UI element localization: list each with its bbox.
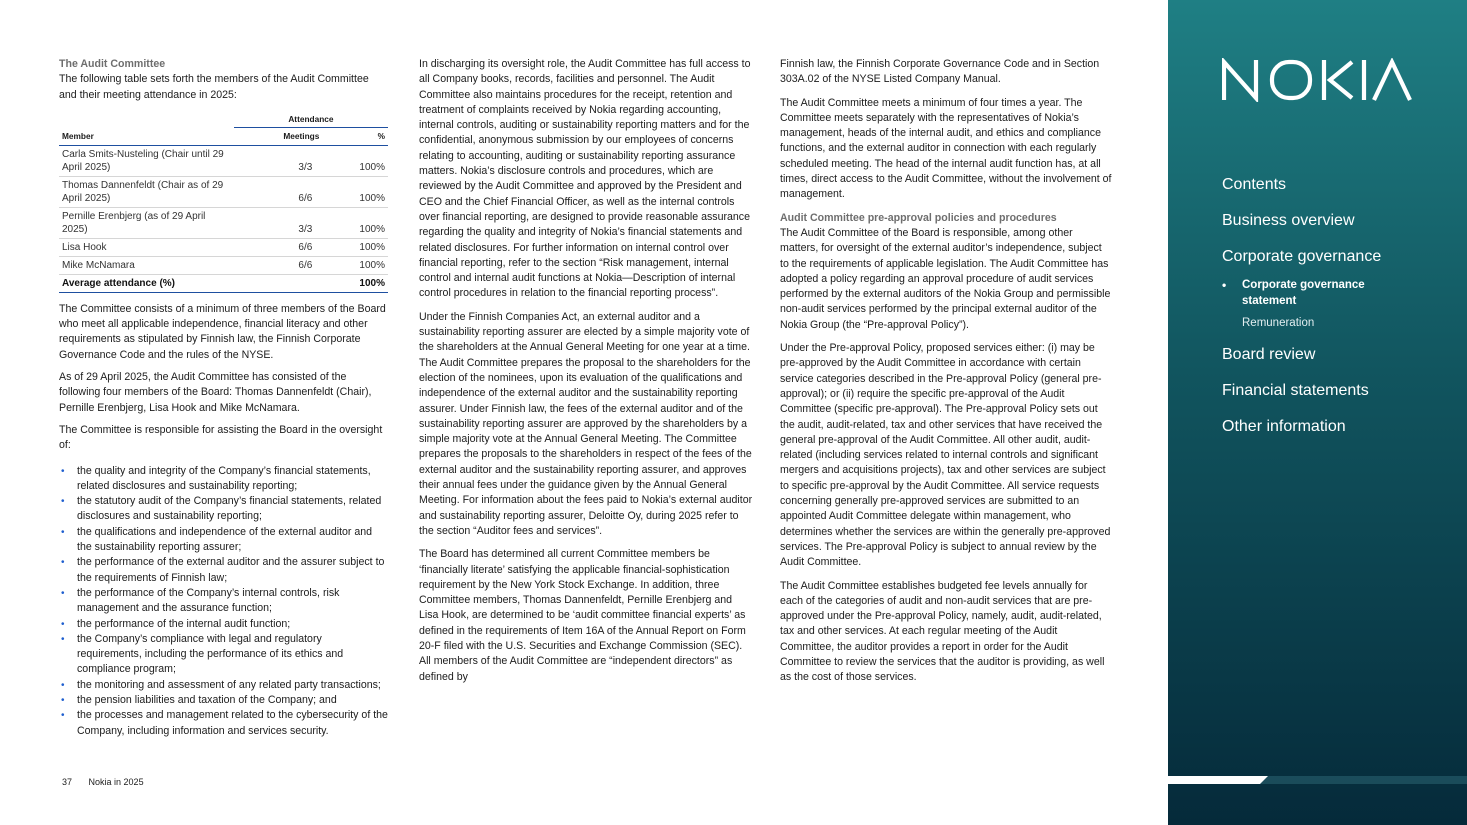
list-item: • the performance of the Company’s internal controls, risk management and the assurance function; bbox=[61, 586, 340, 615]
table-row bbox=[59, 176, 388, 207]
attendance-group-header: Attendance bbox=[234, 111, 388, 128]
nokia-logo-icon bbox=[1222, 58, 1412, 102]
table-intro: The following table sets forth the members of the Audit Committee and their meeting attendance in 2025: bbox=[59, 73, 369, 101]
bullet-icon: • bbox=[61, 587, 65, 599]
column-middle bbox=[419, 57, 754, 693]
progress-stripe bbox=[1168, 776, 1467, 784]
list-item: • the quality and integrity of the Company’s financial statements, related disclosures and sustainability reporting; bbox=[61, 464, 371, 492]
list-item: • the statutory audit of the Company’s financial statements, related disclosures and sustainability reporting; bbox=[61, 495, 382, 523]
paragraph: The Audit Committee meets a minimum of four times a year. The Committee meets separately with the representatives of Nokia’s management, heads of the internal audit, and ethics and compliance functions, and the external auditor in connection with each regularly scheduled meeting. The head of the internal audit function has, at all times, direct access to the Audit Committee, without the involvement of management. bbox=[780, 96, 1112, 201]
member-name: Mike McNamara bbox=[59, 256, 234, 274]
page-footer bbox=[62, 777, 144, 787]
meetings-value: 3/3 bbox=[234, 207, 323, 238]
percent-value: 100% bbox=[322, 207, 388, 238]
average-row bbox=[59, 274, 388, 292]
bullet-icon: • bbox=[61, 633, 65, 645]
sidebar-nav bbox=[1222, 175, 1392, 453]
bullet-icon: • bbox=[61, 557, 65, 569]
nav-corporate-governance[interactable]: Corporate governance bbox=[1222, 248, 1382, 265]
bullet-icon: • bbox=[61, 695, 65, 707]
bullet-icon: • bbox=[61, 496, 65, 508]
paragraph: Finnish law, the Finnish Corporate Governance Code and in Section 303A.02 of the NYSE Listed Company Manual. bbox=[780, 58, 1100, 86]
sidebar bbox=[1168, 0, 1467, 825]
nav-financial-statements[interactable]: Financial statements bbox=[1222, 382, 1369, 399]
document-title: Nokia in 2025 bbox=[88, 777, 144, 787]
nav-other-information[interactable]: Other information bbox=[1222, 418, 1346, 435]
nav-board-review[interactable]: Board review bbox=[1222, 346, 1316, 363]
average-label: Average attendance (%) bbox=[59, 274, 234, 292]
percent-value: 100% bbox=[322, 256, 388, 274]
nokia-logo[interactable] bbox=[1222, 58, 1412, 107]
percent-value: 100% bbox=[322, 145, 388, 176]
list-item: • the Company’s compliance with legal and regulatory requirements, including the performance of its ethics and compliance program; bbox=[61, 632, 344, 676]
attendance-table bbox=[59, 111, 388, 293]
nav-remuneration[interactable]: Remuneration bbox=[1242, 317, 1315, 329]
member-name: Carla Smits-Nusteling (Chair until 29 April 2025) bbox=[59, 145, 234, 176]
paragraph: The Committee consists of a minimum of three members of the Board who meet all applicable independence, financial literacy and other requirements as stipulated by Finnish law, the Finnish Corporate Governance Code and the rules of the NYSE. bbox=[59, 302, 386, 361]
nav-business-overview[interactable]: Business overview bbox=[1222, 212, 1355, 229]
paragraph: The Board has determined all current Committee members be ‘financially literate’ satisfying the applicable financial-sophistication requirement by the New York Stock Exchange. In addition, three Committee members, Thomas Dannenfeldt, Pernille Erenbjerg and Lisa Hook, are determined to be ‘audit committee financial experts’ as defined in the requirements of Item 16A of the Annual Report on Form 20-F filed with the U.S. Securities and Exchange Commission (SEC). All members of the Audit Committee are “independent directors” as defined by bbox=[419, 548, 746, 683]
section-heading: The Audit Committee bbox=[59, 58, 166, 70]
paragraph: The Audit Committee establishes budgeted fee levels annually for each of the categories of audit and non-audit services that are pre-approved under the Pre-approval Policy, namely, audit, audit-related, tax and other services. At each regular meeting of the Audit Committee, the auditor provides a report in order for the Audit Committee to review the services that the auditor is providing, as well as the cost of those services. bbox=[780, 579, 1105, 684]
meetings-column-header: Meetings bbox=[234, 127, 323, 145]
paragraph: Under the Finnish Companies Act, an external auditor and a sustainability reporting assurer are elected by a simple majority vote of the shareholders at the Annual General Meeting for one year at a time. The Audit Committee prepares the proposal to the shareholders for the election of the nominees, upon its evaluation of the qualifications and independence of the external auditor and the sustainability reporting assurer. Under Finnish law, the fees of the external auditor and of the sustainability reporting assurer are approved by the shareholders by a simple majority vote at the Annual General Meeting. The Committee prepares the proposals to the shareholders in respect of the fees of the external auditor and the sustainability reporting assurer, and approves their annual fees under the guidance given by the Annual General Meeting. For information about the fees paid to Nokia’s external auditor and sustainability reporting assurer, Deloitte Oy, during 2025 refer to the section “Auditor fees and services”. bbox=[419, 310, 753, 537]
list-item: • the qualifications and independence of the external auditor and the sustainability reporting assurer; bbox=[61, 525, 373, 554]
bullet-icon: • bbox=[61, 710, 65, 722]
paragraph: The Committee is responsible for assisting the Board in the oversight of: bbox=[59, 423, 383, 452]
meetings-value: 6/6 bbox=[234, 256, 323, 274]
percent-value: 100% bbox=[322, 176, 388, 207]
table-row bbox=[59, 238, 388, 256]
section-subheading: Audit Committee pre-approval policies and procedures bbox=[780, 211, 1057, 224]
bullet-icon: • bbox=[1222, 278, 1227, 292]
bullet-icon: • bbox=[61, 526, 65, 538]
member-name: Pernille Erenbjerg (as of 29 April 2025) bbox=[59, 207, 234, 238]
bullet-icon: • bbox=[61, 465, 65, 477]
percent-value: 100% bbox=[322, 238, 388, 256]
paragraph: The Audit Committee of the Board is responsible, among other matters, for oversight of the external auditor’s independence, subject to the requirements of applicable legislation. The Audit Committee has adopted a policy regarding an approval procedure of audit services performed by the external auditors of the Nokia Group and permissible non-audit services performed by the principal external auditor of the Nokia Group (the “Pre-approval Policy”). bbox=[780, 226, 1111, 331]
bullet-icon: • bbox=[61, 618, 65, 630]
bullet-icon: • bbox=[61, 679, 65, 691]
paragraph: In discharging its oversight role, the Audit Committee has full access to all Company books, records, facilities and personnel. The Audit Committee also maintains procedures for the receipt, retention and treatment of complaints received by Nokia regarding accounting, internal controls, auditing or sustainability reporting matters and for the confidential, anonymous submission by our employees of concerns relating to accounting, auditing or sustainability reporting assurance matters. Nokia’s disclosure controls and procedures, which are reviewed by the Audit Committee and approved by the President and CEO and the Chief Financial Officer, as well as the internal controls over financial reporting, are designed to provide reasonable assurance regarding the quality and integrity of Nokia’s financial statements and related disclosures. For further information on internal control over financial reporting, refer to the section “Risk management, internal control and internal audit functions at Nokia—Description of internal control procedures in relation to the financial reporting process”. bbox=[419, 58, 751, 300]
member-name: Thomas Dannenfeldt (Chair as of 29 April 2025) bbox=[59, 176, 234, 207]
paragraph: As of 29 April 2025, the Audit Committee has consisted of the following four members of the Board: Thomas Dannenfeldt (Chair), Pernille Erenbjerg, Lisa Hook and Mike McNamara. bbox=[59, 371, 372, 414]
column-left bbox=[59, 57, 389, 739]
table-row bbox=[59, 145, 388, 176]
list-item: • the performance of the internal audit function; bbox=[59, 617, 389, 632]
table-row bbox=[59, 207, 388, 238]
meetings-value: 3/3 bbox=[234, 145, 323, 176]
member-column-header: Member bbox=[59, 127, 234, 145]
list-item: • the pension liabilities and taxation of the Company; and bbox=[59, 693, 389, 708]
paragraph: Under the Pre-approval Policy, proposed services either: (i) may be pre-approved by the Audit Committee in accordance with certain service categories described in the Pre-approval Policy (general pre-approval); or (ii) require the specific pre-approval of the Audit Committee (specific pre-approval). The Pre-approval Policy sets out the audit, audit-related, tax and other services that have received the general pre-approval of the Audit Committee. All other audit, audit-related (including services related to internal controls and significant mergers and acquisitions projects), tax and other services are subject to specific pre-approval by the Audit Committee. All service requests concerning generally pre-approved services are submitted to an appointed Audit Committee delegate within management, who determines whether the services are within the generally pre-approved services. The Pre-approval Policy is subject to annual review by the Audit Committee. bbox=[780, 342, 1111, 569]
member-name: Lisa Hook bbox=[59, 238, 234, 256]
nav-contents[interactable]: Contents bbox=[1222, 176, 1287, 193]
list-item: • the performance of the external auditor and the assurer subject to the requirements of Finnish law; bbox=[61, 556, 385, 584]
meetings-value: 6/6 bbox=[234, 238, 323, 256]
meetings-value: 6/6 bbox=[234, 176, 323, 207]
oversight-list bbox=[59, 464, 389, 739]
nav-sub-label: Corporate governance statement bbox=[1242, 279, 1365, 307]
list-item: • the processes and management related to the cybersecurity of the Company, including information and services security. bbox=[61, 709, 388, 737]
table-row bbox=[59, 256, 388, 274]
column-right bbox=[780, 57, 1112, 694]
list-item: • the monitoring and assessment of any related party transactions; bbox=[59, 678, 389, 693]
average-value: 100% bbox=[322, 274, 388, 292]
nav-corporate-governance-statement[interactable] bbox=[1222, 277, 1392, 309]
page-number: 37 bbox=[62, 777, 73, 787]
percent-column-header: % bbox=[322, 127, 388, 145]
